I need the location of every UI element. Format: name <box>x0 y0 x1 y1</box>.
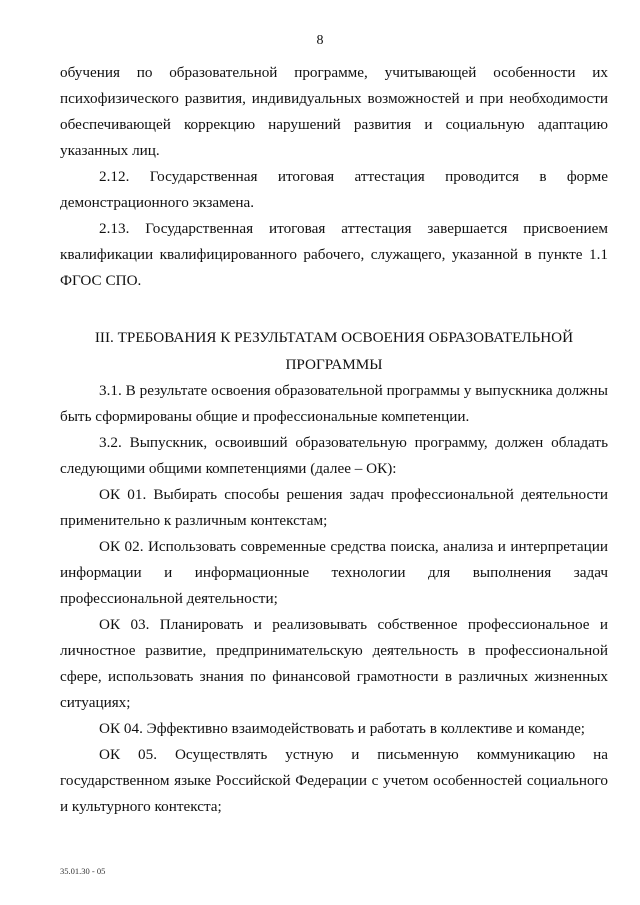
paragraph-continuation: обучения по образовательной программе, учитывающей особенности их психофизического развития, индивидуальных возможностей и при необходимости обеспечивающей коррекцию нарушений развития и социальную адаптацию указанных лиц. <box>60 64 608 159</box>
competency-ok-03: ОК 03. Планировать и реализовывать собственное профессиональное и личностное развитие, предпринимательскую деятельность в профессиональной сфере, использовать знания по финансовой грамотности в различных жизненных ситуациях; <box>60 616 608 711</box>
competency-ok-01: ОК 01. Выбирать способы решения задач профессиональной деятельности применительно к различным контекстам; <box>60 486 608 529</box>
paragraph-3-1: 3.1. В результате освоения образовательной программы у выпускника должны быть сформированы общие и профессиональные компетенции. <box>60 382 608 425</box>
competency-ok-04: ОК 04. Эффективно взаимодействовать и работать в коллективе и команде; <box>99 720 586 737</box>
competency-ok-05: ОК 05. Осуществлять устную и письменную коммуникацию на государственном языке Российской Федерации с учетом особенностей социального и культурного контекста; <box>60 746 608 815</box>
document-body <box>60 60 608 820</box>
paragraph-2-12: 2.12. Государственная итоговая аттестация проводится в форме демонстрационного экзамена. <box>60 168 608 211</box>
paragraph-2-13: 2.13. Государственная итоговая аттестация завершается присвоением квалификации квалифицированного рабочего, служащего, указанной в пункте 1.1 ФГОС СПО. <box>60 220 608 289</box>
competency-ok-02: ОК 02. Использовать современные средства поиска, анализа и интерпретации информации и информационные технологии для выполнения задач профессиональной деятельности; <box>60 538 608 607</box>
section-heading: III. ТРЕБОВАНИЯ К РЕЗУЛЬТАТАМ ОСВОЕНИЯ ОБРАЗОВАТЕЛЬНОЙ ПРОГРАММЫ <box>94 329 574 373</box>
page-number: 8 <box>316 33 324 48</box>
footer-code: 35.01.30 - 05 <box>60 866 106 876</box>
paragraph-3-2: 3.2. Выпускник, освоивший образовательную программу, должен обладать следующими общими компетенциями (далее – ОК): <box>60 434 608 477</box>
